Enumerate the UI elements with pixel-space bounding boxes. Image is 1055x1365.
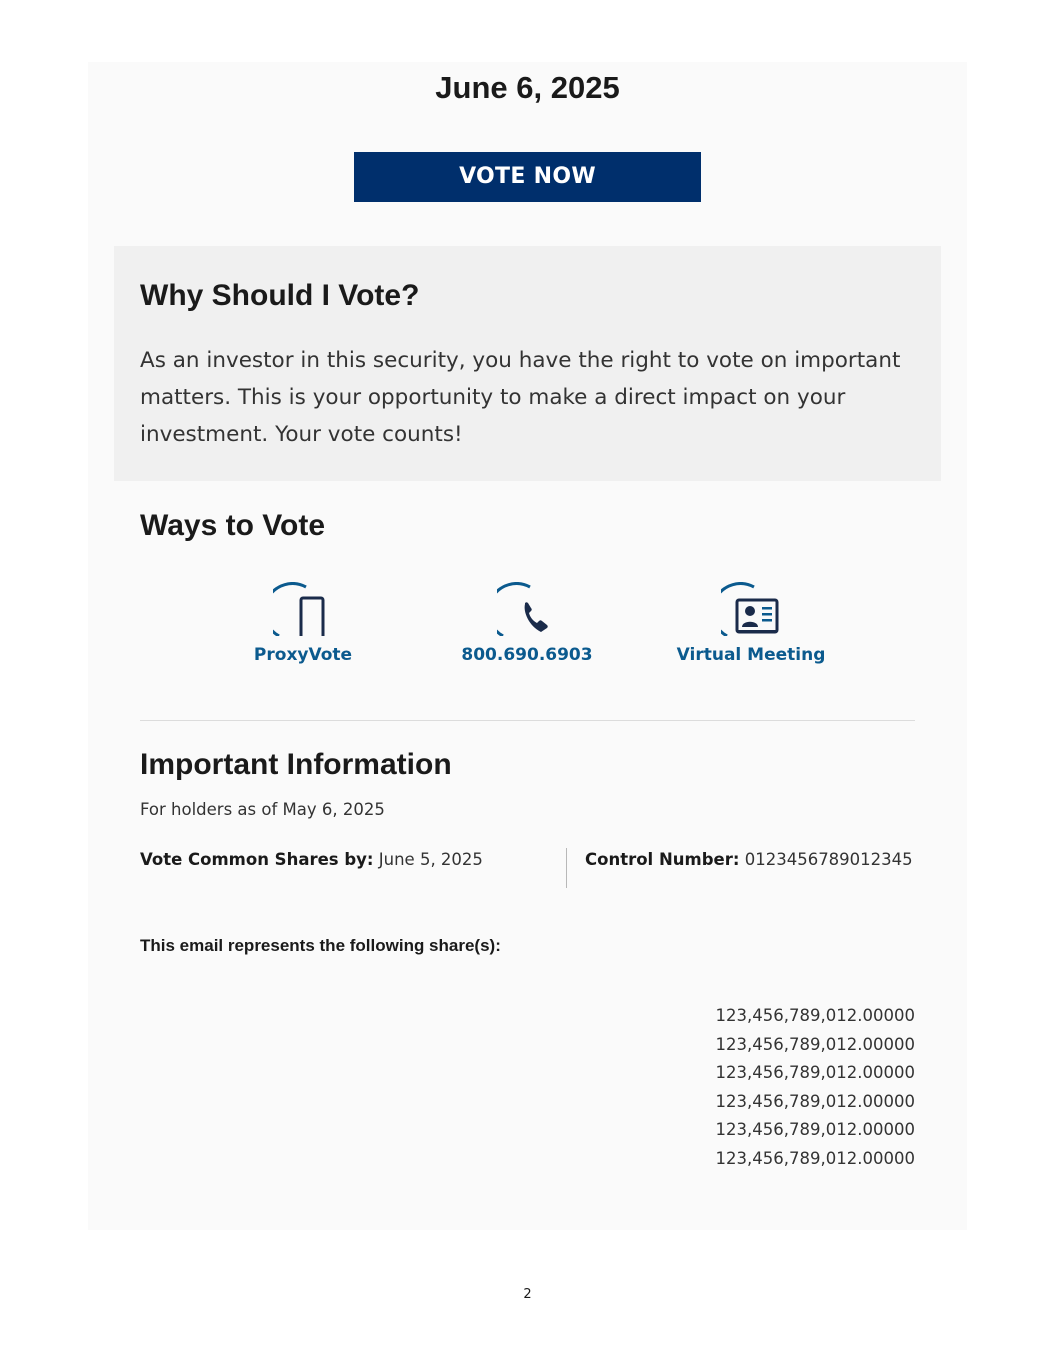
virtual-meeting-link[interactable]: [651, 582, 851, 672]
info-column-separator: [566, 848, 567, 888]
important-info-title: Important Information: [140, 748, 452, 781]
share-amount: 123,456,789,012.00000: [715, 1063, 915, 1082]
why-vote-title: Why Should I Vote?: [140, 279, 420, 312]
control-number-value: 0123456789012345: [744, 850, 913, 869]
shares-list: [716, 1002, 915, 1173]
phone-icon: [497, 582, 557, 636]
meeting-date-heading: June 6, 2025: [435, 70, 620, 105]
vote-by-date: June 5, 2025: [378, 850, 483, 869]
virtual-meeting-label: Virtual Meeting: [676, 645, 826, 665]
vote-by-label: Vote Common Shares by:: [140, 850, 374, 869]
shares-heading: This email represents the following share(s):: [140, 936, 501, 955]
email-panel: [88, 62, 967, 1230]
mobile-device-icon: [273, 582, 333, 636]
vote-by-deadline: [140, 849, 483, 871]
section-divider: [140, 720, 915, 721]
share-amount: 123,456,789,012.00000: [715, 1120, 915, 1139]
proxyvote-label: ProxyVote: [253, 645, 353, 665]
phone-number-label: 800.690.6903: [461, 645, 593, 665]
share-amount: 123,456,789,012.00000: [715, 1006, 915, 1025]
phone-link[interactable]: [427, 582, 627, 672]
ways-to-vote-title: Ways to Vote: [140, 509, 326, 542]
proxyvote-link[interactable]: [203, 582, 403, 672]
why-vote-box: [114, 246, 941, 481]
share-amount: 123,456,789,012.00000: [715, 1091, 915, 1111]
share-amount: 123,456,789,012.00000: [715, 1034, 915, 1054]
vote-now-button[interactable]: VOTE NOW: [354, 152, 701, 202]
holders-note: For holders as of May 6, 2025: [140, 800, 385, 819]
control-number-label: Control Number:: [585, 850, 740, 869]
page-number: 2: [523, 1287, 532, 1302]
virtual-meeting-icon: [721, 582, 781, 636]
why-vote-text: As an investor in this security, you have the right to vote on important matters. This is your opportunity to make a direct impact on your investment. Your vote counts!: [140, 348, 901, 447]
control-number: [585, 849, 913, 871]
share-amount: 123,456,789,012.00000: [715, 1148, 915, 1168]
